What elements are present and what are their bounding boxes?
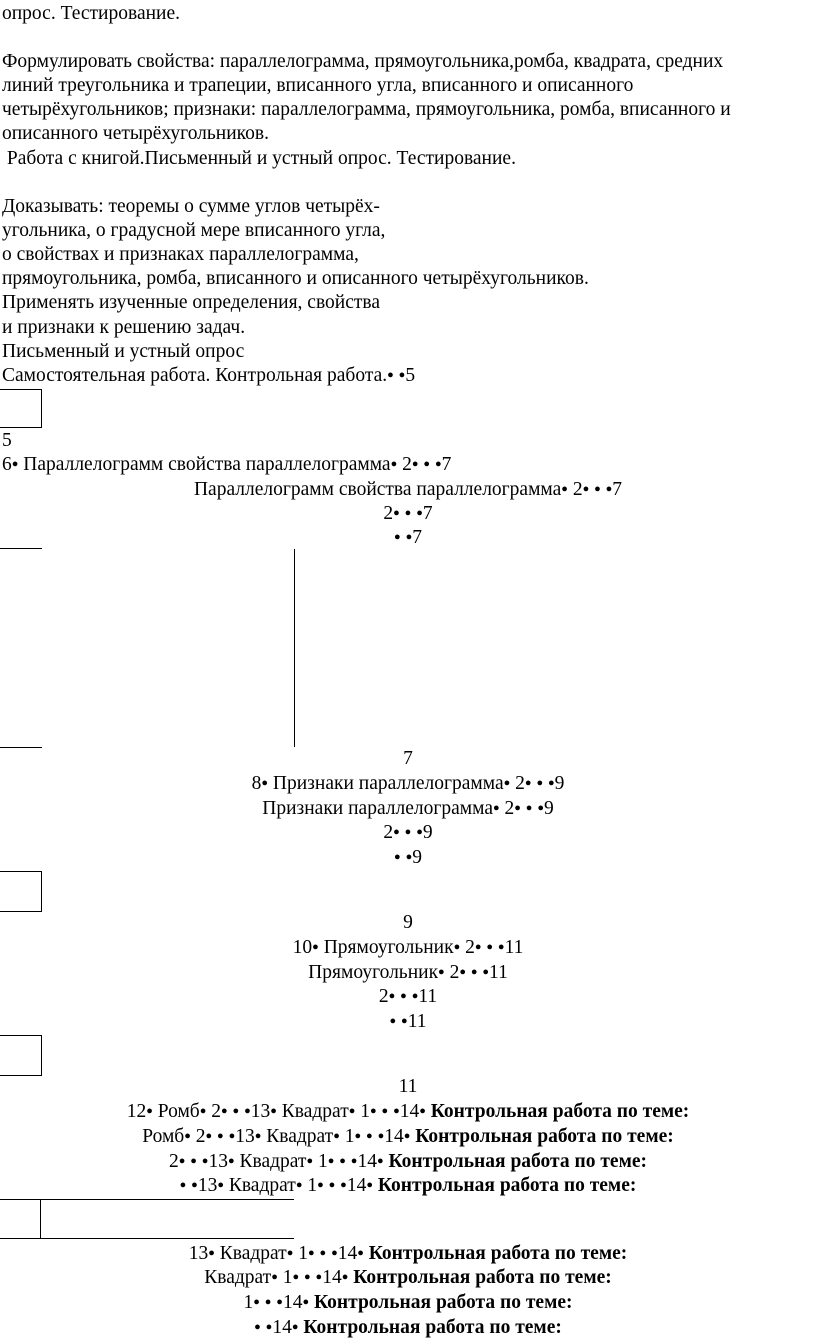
- text-line: 2● ● ●11: [378, 986, 438, 1007]
- text-line: опрос. Тестирование.: [2, 3, 181, 24]
- text-line: 2● ● ●7: [383, 503, 433, 524]
- text-line: Письменный и устный опрос: [2, 341, 245, 362]
- text-line: ● ●11: [389, 1011, 427, 1032]
- text-line: угольника, о градусной мере вписанного угла,: [2, 220, 386, 241]
- text-line: Квадрат● 1● ● ●14● Контрольная работа по теме:: [204, 1267, 612, 1288]
- divider: [0, 1199, 294, 1200]
- page-number: 5: [2, 430, 12, 451]
- text-line: 8● Признаки параллелограмма● 2● ● ●9: [251, 773, 565, 794]
- text-line: Параллелограмм свойства параллелограмма● 2● ● ●7: [193, 479, 623, 500]
- page-number: 7: [403, 748, 413, 769]
- page-number: 9: [403, 912, 413, 933]
- table-cell-frame: [0, 1035, 42, 1076]
- text-line: 12● Ромб● 2● ● ●13● Квадрат● 1● ● ●14● Контрольная работа по теме:: [126, 1101, 690, 1122]
- text-line: Доказывать: теоремы о сумме углов четырёх-: [2, 196, 380, 217]
- divider: [0, 1238, 294, 1239]
- divider: [40, 1199, 41, 1238]
- text-line: 1● ● ●14● Контрольная работа по теме:: [243, 1292, 573, 1313]
- text-line: ● ●13● Квадрат● 1● ● ●14● Контрольная работа по теме:: [179, 1175, 637, 1196]
- text-line: Самостоятельная работа. Контрольная работа.● ●5: [2, 365, 416, 386]
- text-line: 2● ● ●13● Квадрат● 1● ● ●14● Контрольная работа по теме:: [168, 1151, 648, 1172]
- text-line: Применять изученные определения, свойства: [2, 292, 380, 313]
- text-line: Прямоугольник● 2● ● ●11: [308, 962, 508, 983]
- text-line: ● ●7: [394, 527, 422, 548]
- text-line: о свойствах и признаках параллелограмма,: [2, 244, 359, 265]
- text-line: 2● ● ●9: [383, 822, 433, 843]
- text-line: описанного четырёхугольников.: [2, 123, 269, 144]
- text-line: и признаки к решению задач.: [2, 317, 246, 338]
- text-line: четырёхугольников; признаки: параллелограмма, прямоугольника, ромба, вписанного и: [2, 99, 731, 120]
- table-cell-frame: [0, 389, 42, 428]
- text-line: Работа с книгой.Письменный и устный опрос. Тестирование.: [2, 148, 516, 169]
- divider: [294, 549, 295, 747]
- text-line: 6● Параллелограмм свойства параллелограмма● 2● ● ●7: [2, 454, 452, 475]
- text-line: Признаки параллелограмма● 2● ● ●9: [262, 798, 554, 819]
- text-line: Формулировать свойства: параллелограмма, прямоугольника,ромба, квадрата, средних: [2, 51, 724, 72]
- text-line: 10● Прямоугольник● 2● ● ●11: [292, 937, 524, 958]
- divider: [0, 548, 42, 549]
- text-line: линий треугольника и трапеции, вписанного угла, вписанного и описанного: [2, 75, 634, 96]
- text-line: ● ●9: [394, 847, 422, 868]
- text-line: 13● Квадрат● 1● ● ●14● Контрольная работа по теме:: [188, 1243, 628, 1264]
- text-line: прямоугольника, ромба, вписанного и описанного четырёхугольников.: [2, 268, 589, 289]
- text-line: ● ●14● Контрольная работа по теме:: [254, 1317, 562, 1338]
- table-cell-frame: [0, 871, 42, 912]
- text-line: Ромб● 2● ● ●13● Квадрат● 1● ● ●14● Контрольная работа по теме:: [142, 1126, 674, 1147]
- page-number: 11: [398, 1076, 418, 1097]
